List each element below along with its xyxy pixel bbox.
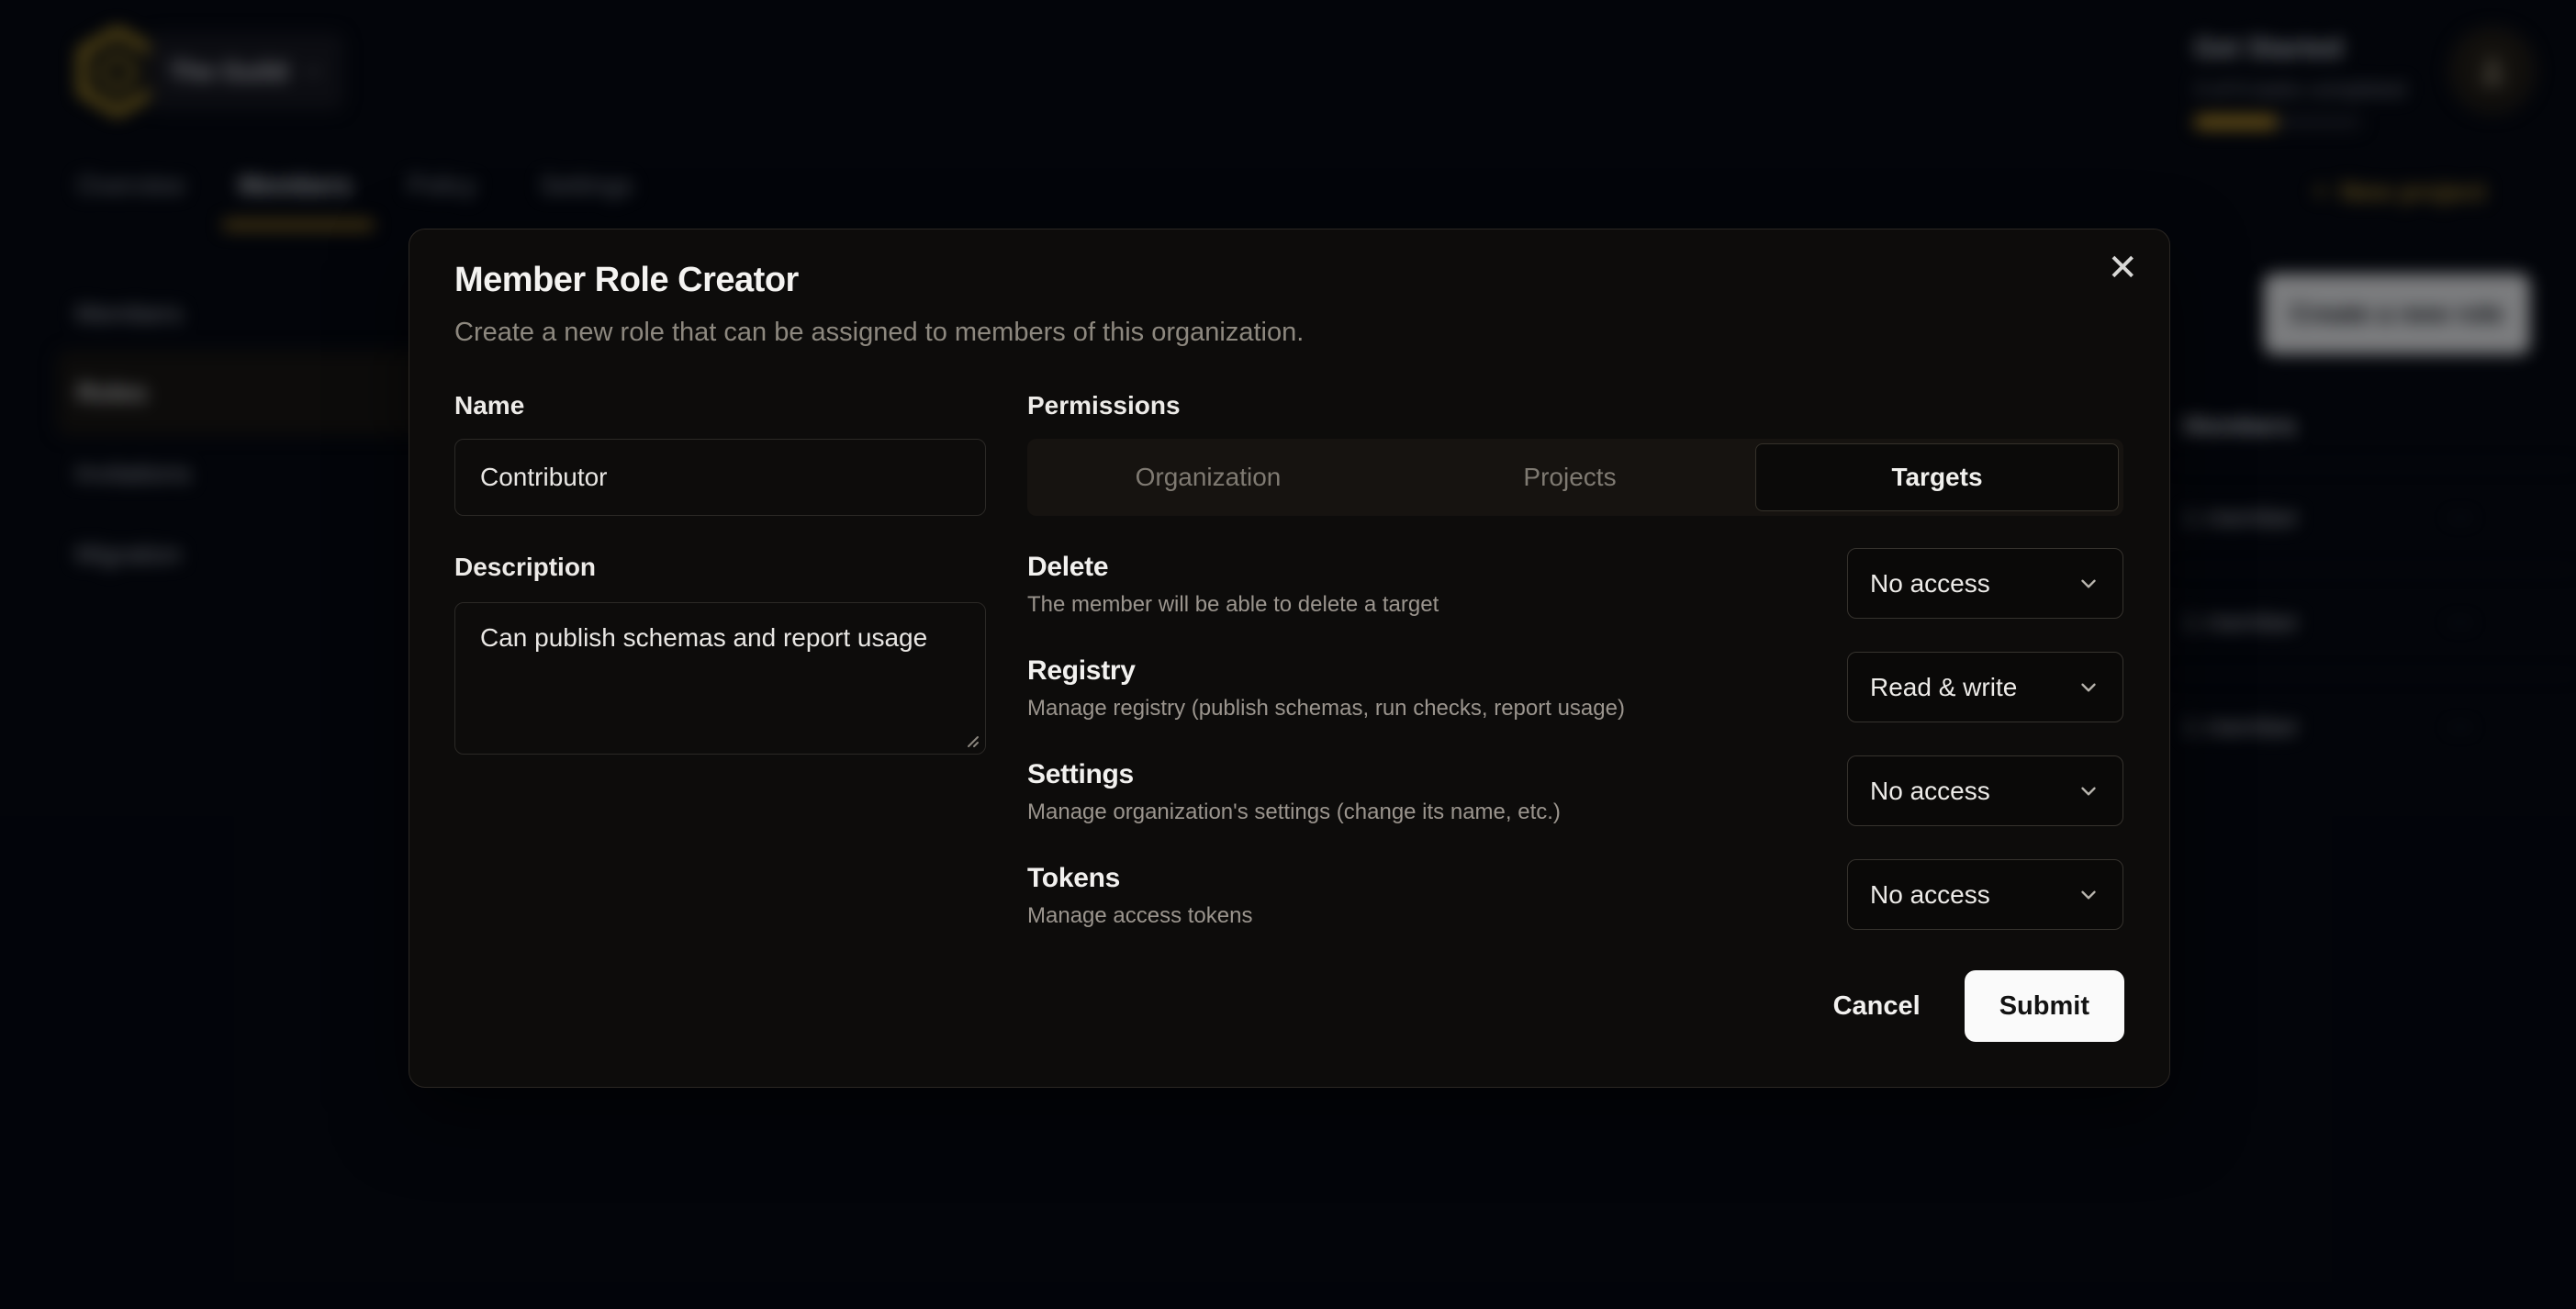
chevron-down-icon [2077, 779, 2100, 803]
permission-description: Manage organization's settings (change its name, etc.) [1027, 800, 1561, 824]
permission-title: Tokens [1027, 863, 1121, 893]
permission-row-settings [1027, 755, 2123, 859]
tab-projects[interactable]: Projects [1523, 463, 1617, 491]
close-icon[interactable]: ✕ [2107, 248, 2138, 288]
permission-title: Delete [1027, 552, 1109, 582]
permission-title: Settings [1027, 759, 1134, 789]
modal-title: Member Role Creator [454, 261, 799, 299]
permissions-label: Permissions [1027, 391, 1181, 420]
settings-access-select[interactable] [1847, 755, 2123, 826]
name-input[interactable] [454, 439, 986, 516]
resize-handle-icon[interactable] [962, 731, 980, 749]
permission-row-registry [1027, 652, 2123, 755]
chevron-down-icon [2077, 676, 2100, 699]
name-label: Name [454, 391, 525, 420]
registry-access-select[interactable] [1847, 652, 2123, 722]
description-field-wrap [454, 602, 986, 755]
description-textarea[interactable] [454, 602, 986, 755]
select-value: No access [1870, 568, 1990, 598]
description-label: Description [454, 553, 597, 581]
permission-row-delete [1027, 548, 2123, 652]
permission-row-tokens [1027, 859, 2123, 963]
modal-subtitle: Create a new role that can be assigned to members of this organization. [454, 318, 1305, 347]
tab-targets[interactable]: Targets [1755, 443, 2119, 511]
permission-description: Manage registry (publish schemas, run checks, report usage) [1027, 696, 1625, 721]
select-value: No access [1870, 776, 1990, 805]
permission-title: Registry [1027, 655, 1136, 686]
modal-footer [1833, 969, 2124, 1043]
delete-access-select[interactable] [1847, 548, 2123, 619]
submit-button[interactable]: Submit [1965, 970, 2124, 1042]
tab-organization[interactable]: Organization [1135, 463, 1282, 491]
cancel-button[interactable]: Cancel [1832, 990, 1921, 1021]
permissions-tab-group [1027, 439, 2123, 516]
chevron-down-icon [2077, 883, 2100, 907]
chevron-down-icon [2077, 572, 2100, 596]
member-role-creator-modal [409, 229, 2170, 1088]
select-value: No access [1870, 879, 1990, 909]
select-value: Read & write [1870, 672, 2018, 701]
permission-description: Manage access tokens [1027, 903, 1253, 928]
tokens-access-select[interactable] [1847, 859, 2123, 930]
permission-description: The member will be able to delete a target [1027, 592, 1439, 617]
